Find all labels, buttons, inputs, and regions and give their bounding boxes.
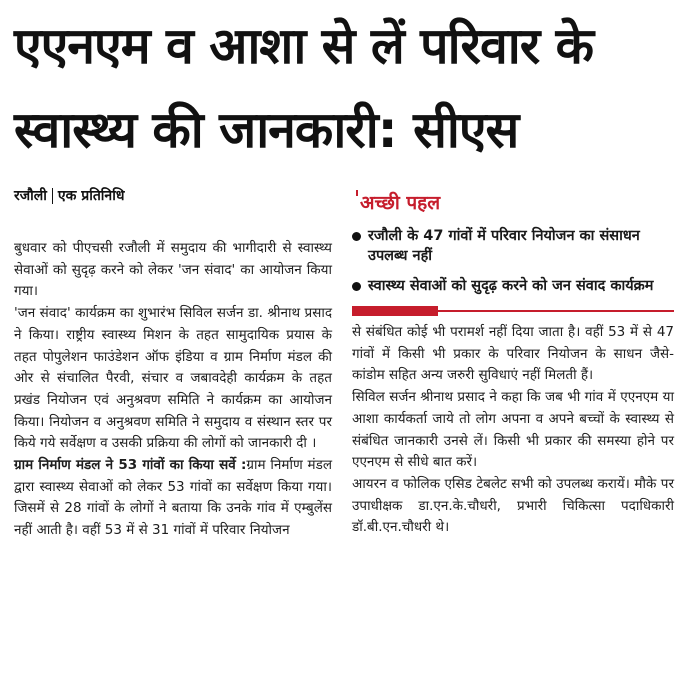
bullet-text: स्वास्थ्य सेवाओं को सुदृढ़ करने को जन संवाद कार्यक्रम: [368, 278, 654, 294]
headline-line-1: एएनएम व आशा से लें परिवार के: [14, 17, 593, 75]
subheading: ग्राम निर्माण मंडल ने 53 गांवों का किया सर्वे :: [14, 457, 247, 474]
paragraph: 'जन संवाद' कार्यक्रम का शुभारंभ सिविल सर्जन डा. श्रीनाथ प्रसाद ने किया। राष्ट्रीय स्वास्थ्य मिशन के तहत सामुदायिक प्रयास के तहत पोपुलेशन फाउंडेशन ऑफ इंडिया व ग्राम निर्माण मंडल की ओर से संचालित पैरवी, संचार व जबावदेही कार्यक्रम के तहत प्रखंड नियोजन एवं अनुश्रवण समिति ने कार्यक्रम का आयोजन किया। नियोजन व अनुश्रवण समिति ने समुदाय व संस्थान स्तर पर किये गये सर्वेक्षण व उसकी प्रक्रिया की लोगों को जानकारी दी ।: [14, 305, 332, 452]
highlight-bullet: [352, 226, 674, 266]
bullet-dot-icon: [352, 282, 361, 291]
paragraph: से संबंधित कोई भी परामर्श नहीं दिया जाता है। वहीं 53 में से 47 गांवों में किसी भी प्रकार के परिवार नियोजन के साधन जैसे- कांडोम सहित अन्य जरुरी सुविधाएं नहीं मिलती हैं।: [352, 324, 674, 384]
byline-source: एक प्रतिनिधि: [57, 188, 125, 204]
headline-line-2: स्वास्थ्य की जानकारी: सीएस: [14, 101, 519, 159]
byline-place: रजौली: [14, 188, 47, 204]
article-left-column: [14, 238, 332, 542]
headline: [14, 4, 674, 172]
byline-divider: [52, 188, 53, 204]
highlight-bullets: [352, 226, 674, 296]
bullet-text: रजौली के 47 गांवों में परिवार नियोजन का संसाधन उपलब्ध नहीं: [368, 228, 640, 264]
section-divider: [352, 306, 674, 316]
paragraph: बुधवार को पीएचसी रजौली में समुदाय की भागीदारी से स्वास्थ्य सेवाओं को सुदृढ़ करने को लेकर 'जन संवाद' का आयोजन किया गया।: [14, 240, 332, 300]
byline: [14, 186, 124, 205]
paragraph: आयरन व फोलिक एसिड टेबलेट सभी को उपलब्ध करायें। मौके पर उपाधीक्षक डा.एन.के.चौधरी, प्रभारी चिकित्सा पदाधिकारी डॉ.बी.एन.चौधरी थे।: [352, 475, 674, 536]
bullet-dot-icon: [352, 232, 361, 241]
highlight-tag: [356, 186, 674, 220]
divider-thick: [352, 306, 438, 316]
paragraph-text: ग्राम निर्माण मंडल द्वारा स्वास्थ्य सेवाओं को लेकर 53 गांवों का सर्वेक्षण किया गया। जिसमें से 28 गांवों के लोगों ने बताया कि उनके गांव में एम्बुलेंस नहीं आती है। वहीं 53 में से 31 गांवों में परिवार नियोजन: [14, 457, 332, 539]
highlight-bullet: [352, 276, 674, 296]
right-column-body: [352, 322, 674, 539]
paragraph: सिविल सर्जन श्रीनाथ प्रसाद ने कहा कि जब भी गांव में एएनएम या आशा कार्यकर्ता जाये तो लोग अपना व अपने बच्चों के स्वास्थ्य से संबंधित जानकारी उनसे लें। किसी भी प्रकार की समस्या होने पर एएनएम से सीधे बात करें।: [352, 389, 674, 471]
divider-thin: [438, 310, 674, 312]
paragraph: [14, 455, 332, 542]
tag-tick-mark: [356, 190, 358, 196]
highlight-tag-label: अच्छी पहल: [360, 192, 441, 214]
article-right-column: [352, 186, 674, 539]
